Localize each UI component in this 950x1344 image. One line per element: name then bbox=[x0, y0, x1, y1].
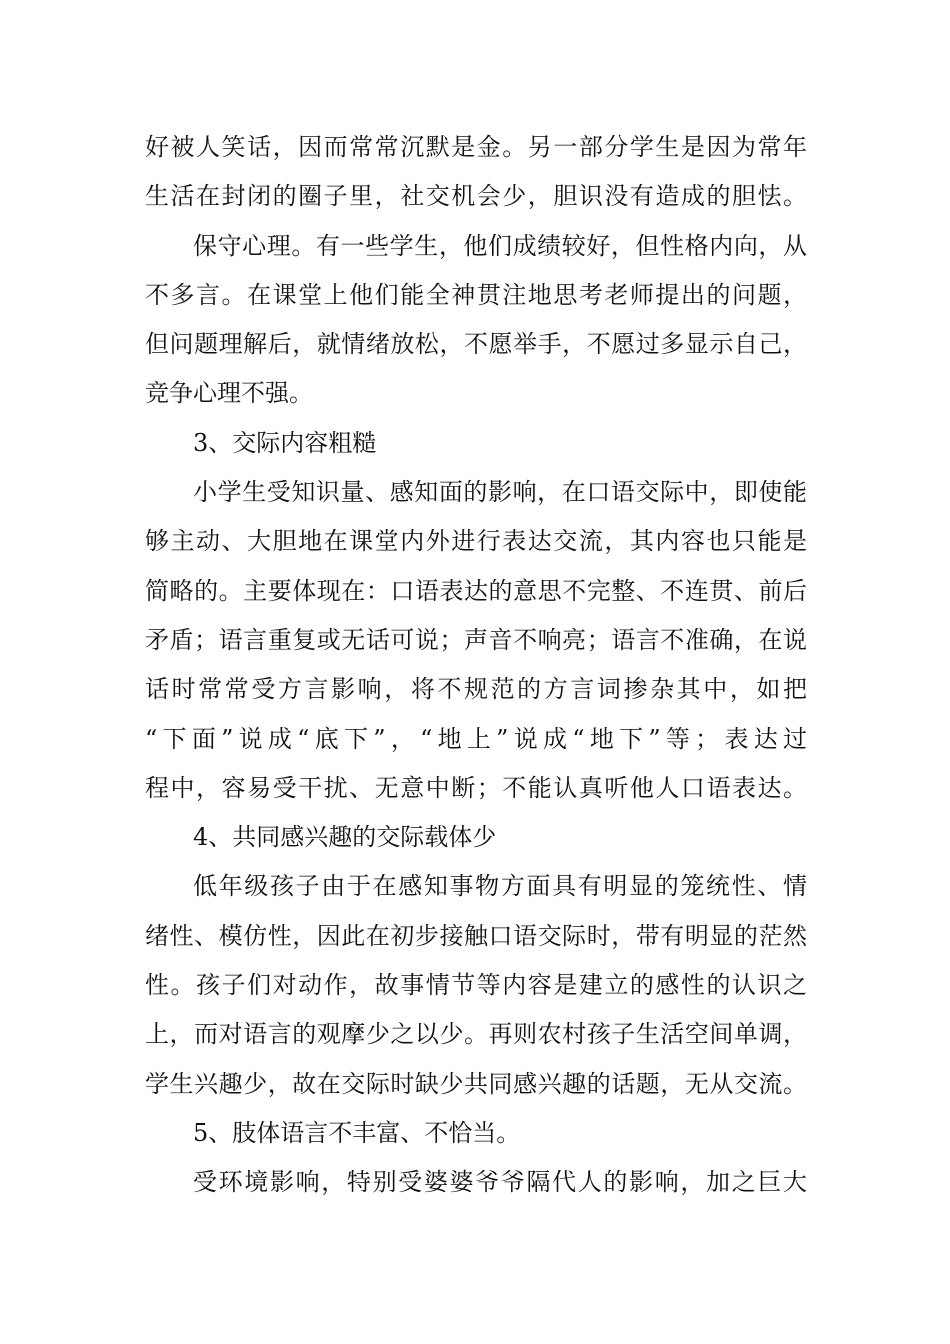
text-line: 5、肢体语言不丰富、不恰当。 bbox=[193, 1118, 521, 1147]
text-line: 绪性、模仿性，因此在初步接触口语交际时，带有明显的茫然 bbox=[145, 921, 807, 950]
text-line: 但问题理解后，就情绪放松，不愿举手，不愿过多显示自己， bbox=[145, 330, 807, 359]
text-line: 上，而对语言的观摩少之以少。再则农村孩子生活空间单调， bbox=[145, 1020, 807, 1049]
text-line: 竞争心理不强。 bbox=[145, 379, 313, 408]
text-line: 性。孩子们对动作，故事情节等内容是建立的感性的认识之 bbox=[145, 971, 807, 1000]
text-line: 简略的。主要体现在：口语表达的意思不完整、不连贯、前后 bbox=[145, 576, 807, 605]
text-line: 低年级孩子由于在感知事物方面具有明显的笼统性、情 bbox=[193, 872, 807, 901]
text-line: 3、交际内容粗糙 bbox=[193, 428, 377, 457]
text-line: 受环境影响，特别受婆婆爷爷隔代人的影响，加之巨大 bbox=[193, 1168, 807, 1197]
text-line: 4、共同感兴趣的交际载体少 bbox=[193, 823, 497, 852]
text-line: 小学生受知识量、感知面的影响，在口语交际中，即使能 bbox=[193, 478, 807, 507]
text-line: 好被人笑话，因而常常沉默是金。另一部分学生是因为常年 bbox=[145, 133, 807, 161]
document-body bbox=[145, 123, 807, 1208]
text-line: 生活在封闭的圈子里，社交机会少，胆识没有造成的胆怯。 bbox=[145, 182, 807, 211]
text-line: 话时常常受方言影响，将不规范的方言词掺杂其中，如把 bbox=[145, 675, 807, 704]
text-line: 不多言。在课堂上他们能全神贯注地思考老师提出的问题， bbox=[145, 280, 807, 309]
text-line: “下面”说成“底下”，“地上”说成“地下”等；表达过 bbox=[145, 724, 807, 753]
text-line: 保守心理。有一些学生，他们成绩较好，但性格内向，从 bbox=[193, 231, 807, 260]
text-line: 够主动、大胆地在课堂内外进行表达交流，其内容也只能是 bbox=[145, 527, 807, 556]
text-line: 矛盾；语言重复或无话可说；声音不响亮；语言不准确，在说 bbox=[145, 625, 807, 654]
text-line: 学生兴趣少，故在交际时缺少共同感兴趣的话题，无从交流。 bbox=[145, 1069, 807, 1098]
text-line: 程中，容易受干扰、无意中断；不能认真听他人口语表达。 bbox=[145, 773, 807, 802]
